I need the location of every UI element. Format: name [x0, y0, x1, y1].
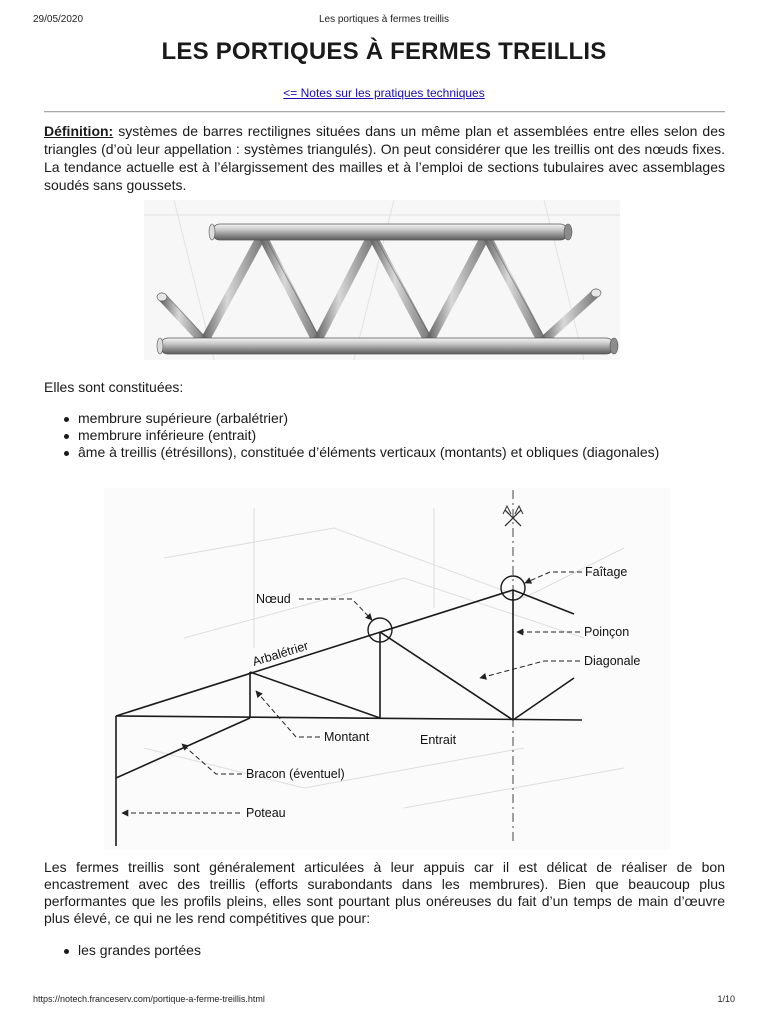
page-number: 1/10 — [717, 994, 735, 1004]
label-poincon: Poinçon — [584, 625, 630, 639]
print-date: 29/05/2020 — [33, 14, 84, 25]
list-item: membrure supérieure (arbalétrier) — [62, 410, 725, 427]
definition-term: Définition: — [44, 123, 114, 139]
label-diagonale: Diagonale — [584, 654, 641, 668]
list-item: âme à treillis (étrésillons), constituée d’éléments verticaux (montants) et obliques (diagonales) — [62, 444, 725, 461]
definition-text: systèmes de barres rectilignes situées dans un même plan et assemblées entre elles selon des triangles (d’où leur appellation : systèmes triangulés). On peut considérer que les treillis ont des nœuds fixes. La tendance actuelle est à l’élargissement des mailles et à l’emploi de sections tubulaires avec assemblages soudés sans goussets. — [44, 123, 725, 193]
components-intro: Elles sont constituées: — [44, 379, 184, 395]
components-list — [62, 410, 725, 461]
print-url: https://notech.franceserv.com/portique-a-ferme-treillis.html — [33, 994, 265, 1004]
label-faitage: Faîtage — [585, 565, 628, 579]
horizontal-divider — [44, 111, 725, 113]
label-entrait: Entrait — [420, 733, 457, 747]
articulation-paragraph: Les fermes treillis sont généralement articulées à leur appuis car il est délicat de réaliser de bon encastrement avec des treillis (efforts surabondants dans les membrures). Bien que beaucoup plus performantes que les profils pleins, elles sont pourtant plus onéreuses du fait d’un temps de main d’œuvre plus élevé, ce qui ne les rend compétitives que pour: — [44, 859, 725, 926]
definition-paragraph — [44, 122, 725, 194]
list-item: les grandes portées — [62, 942, 725, 959]
label-arbaletrier: Arbalétrier — [250, 638, 311, 669]
tubular-truss-image — [144, 200, 620, 360]
page-title: LES PORTIQUES À FERMES TREILLIS — [161, 38, 607, 65]
label-montant: Montant — [324, 730, 370, 744]
label-noeud: Nœud — [256, 592, 291, 606]
list-item: membrure inférieure (entrait) — [62, 427, 725, 444]
label-bracon: Bracon (éventuel) — [246, 767, 345, 781]
print-doc-title: Les portiques à fermes treillis — [318, 14, 450, 25]
uses-list — [62, 942, 725, 959]
truss-frame-diagram — [104, 488, 670, 850]
label-poteau: Poteau — [246, 806, 286, 820]
back-link-notes[interactable]: <= Notes sur les pratiques techniques — [283, 86, 485, 100]
